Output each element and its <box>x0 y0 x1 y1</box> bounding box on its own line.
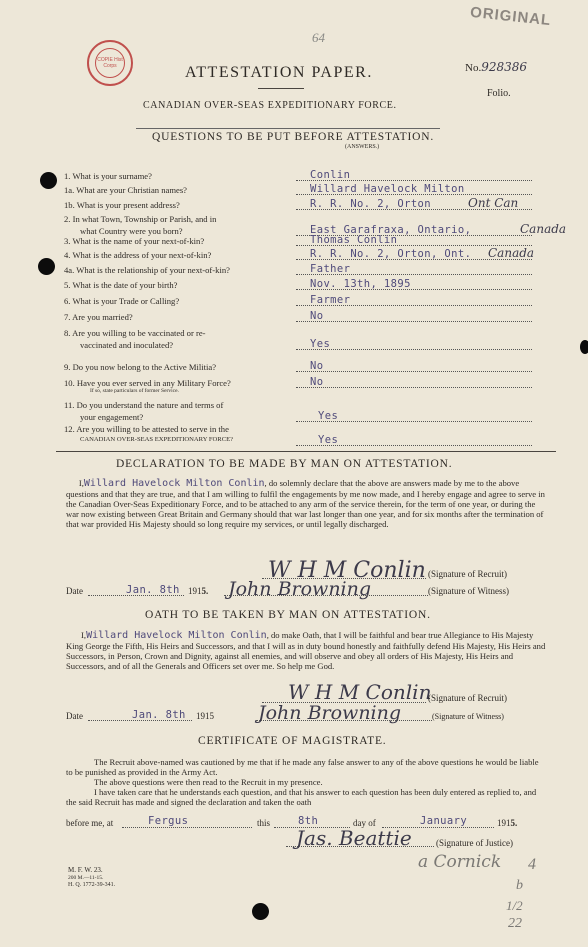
day-of-label: day of <box>353 818 376 828</box>
oath-year-suffix: 5 <box>209 711 214 721</box>
declaration-name: Willard Havelock Milton Conlin <box>83 478 265 489</box>
certificate-p1: The Recruit above-named was cautioned by me that if he made any false answer to any of the above questions he would be liable to be punished as provided in the Army Act. <box>66 757 539 777</box>
pencil-note-1: a Cornick <box>418 852 502 872</box>
declaration-i: I, <box>78 478 84 488</box>
certificate-year-suffix: 5. <box>510 818 518 828</box>
question-label-continued: what Country were you born? <box>80 226 183 236</box>
witness-signature-label-2: (Signature of Witness) <box>432 712 504 721</box>
question-label: 7. Are you married? <box>64 312 133 322</box>
this-label: this <box>257 818 271 828</box>
pencil-note-4: 1/2 <box>506 898 523 913</box>
question-label: 1b. What is your present address? <box>64 200 180 210</box>
declaration-text <box>66 478 546 529</box>
certificate-day: 8th <box>298 815 319 827</box>
question-label: 12. Are you willing to be attested to serve in the <box>64 424 229 434</box>
recruit-signature-label-1: (Signature of Recruit) <box>428 569 507 579</box>
witness-signature-2: John Browning <box>258 702 402 724</box>
question-answer: Conlin <box>310 169 351 181</box>
question-answer: Thomas Conlin <box>310 234 398 246</box>
certificate-month: January <box>420 815 468 827</box>
question-answer: Willard Havelock Milton <box>310 183 465 195</box>
declaration-year-suffix: 5. <box>201 586 209 596</box>
oath-i: I, <box>81 630 87 640</box>
witness-signature-1: John Browning <box>228 578 372 600</box>
punch-hole <box>40 172 57 189</box>
oath-name: Willard Havelock Milton Conlin <box>86 630 267 641</box>
declaration-heading: DECLARATION TO BE MADE BY MAN ON ATTESTATION. <box>116 458 453 470</box>
oath-year-prefix: 191 <box>196 711 210 721</box>
question-answer: Yes <box>318 434 339 446</box>
question-label: 1a. What are your Christian names? <box>64 185 187 195</box>
question-answer: No <box>310 376 324 388</box>
before-me-label: before me, at <box>66 818 114 828</box>
certificate-p3: I have taken care that he understands each question, and that his answer to each question has been duly entered as replied to, and the said Recruit has made and signed the declaration and taken the oath <box>66 787 537 807</box>
witness-signature-label-1: (Signature of Witness) <box>428 586 509 596</box>
question-label: 11. Do you understand the nature and terms of <box>64 400 224 410</box>
oath-date: Jan. 8th <box>132 709 186 721</box>
question-label: 3. What is the name of your next-of-kin? <box>64 236 205 246</box>
question-answer: R. R. No. 2, Orton, Ont. <box>310 248 472 260</box>
declaration-year <box>188 586 208 596</box>
question-answer: No <box>310 360 324 372</box>
certificate-text <box>66 757 546 807</box>
form-code: M. F. W. 23. <box>68 866 103 874</box>
question-label-continued: vaccinated and inoculated? <box>80 340 174 350</box>
copie-seal-stamp <box>87 40 133 86</box>
answers-label: (ANSWERS.) <box>345 144 380 150</box>
question-answer-handwritten: Canada <box>520 222 567 236</box>
question-answer: Yes <box>318 410 339 422</box>
recruit-signature-2: W H M Conlin <box>288 680 432 704</box>
justice-signature-label: (Signature of Justice) <box>436 838 513 848</box>
oath-year <box>196 711 214 721</box>
certificate-heading: CERTIFICATE OF MAGISTRATE. <box>198 735 387 747</box>
oath-date-label: Date <box>66 711 83 721</box>
questions-heading: QUESTIONS TO BE PUT BEFORE ATTESTATION. <box>152 131 435 143</box>
question-label: 10. Have you ever served in any Military Force? <box>64 378 231 388</box>
oath-text <box>66 630 546 671</box>
question-label: 5. What is the date of your birth? <box>64 280 178 290</box>
seal-text: COPIE Hist Corps <box>97 57 123 69</box>
oath-heading: OATH TO BE TAKEN BY MAN ON ATTESTATION. <box>145 609 431 621</box>
question-note: If so, state particulars of former Service. <box>90 388 179 394</box>
question-answer: Farmer <box>310 294 351 306</box>
certificate-p2: The above questions were then read to the Recruit in my presence. <box>94 777 323 787</box>
certificate-place: Fergus <box>148 815 189 827</box>
serial-no-label: No. <box>465 62 482 74</box>
question-label: 9. Do you now belong to the Active Militia? <box>64 362 217 372</box>
question-answer: R. R. No. 2, Orton <box>310 198 431 210</box>
pencil-mark-top: 64 <box>312 30 325 45</box>
justice-signature: Jas. Beattie <box>296 826 412 850</box>
punch-hole <box>580 340 588 354</box>
serial-number <box>465 60 527 74</box>
pencil-note-2: 4 <box>528 856 536 873</box>
original-stamp: ORIGINAL <box>469 3 553 30</box>
question-label-continued: your engagement? <box>80 412 144 422</box>
declaration-year-prefix: 191 <box>188 586 202 596</box>
question-answer: East Garafraxa, Ontario, <box>310 224 472 236</box>
question-answer-handwritten: Canada <box>488 246 535 260</box>
recruit-signature-label-2: (Signature of Recruit) <box>428 693 507 703</box>
punch-hole <box>38 258 55 275</box>
oath-body: , do make Oath, that I will be faithful and bear true Allegiance to His Majesty King George the Fifth, His Heirs and Successors, and that I will as in duty bound honestly and faithfully defend His Majesty, His Heirs and Successors, in Person, Crown and Dignity, against all enemies, and will observe and obey all orders of His Majesty, His Heirs and Successors, and of all the Generals and Officers set over me. So help me God. <box>66 630 546 671</box>
form-line-3: H. Q. 1772-39-341. <box>68 882 116 888</box>
question-label: 6. What is your Trade or Calling? <box>64 296 180 306</box>
question-answer: Nov. 13th, 1895 <box>310 278 411 290</box>
punch-hole <box>252 903 269 920</box>
recruit-signature-1: W H M Conlin <box>268 558 426 583</box>
question-label: 4a. What is the relationship of your next-of-kin? <box>64 265 230 275</box>
question-label: 4. What is the address of your next-of-kin? <box>64 250 212 260</box>
serial-no-value: 928386 <box>481 60 528 74</box>
folio-label: Folio. <box>487 88 511 99</box>
declaration-body: , do solemnly declare that the above are answers made by me to the above questions and that they are true, and that I am willing to fulfil the engagements by me now made, and I hereby engage and agree to serve in the Canadian Over-Seas Expeditionary Force, and to be attached to any arm of the service therein, for the term of one year, or during the war now existing between Great Britain and Germany should that war last longer than one year, and for six months after the termination of that war provided His Majesty should so long require my services, or until legally discharged. <box>66 478 545 529</box>
pencil-note-3: b <box>516 878 523 893</box>
certificate-year <box>497 818 517 828</box>
page-title: ATTESTATION PAPER. <box>185 64 373 81</box>
certificate-year-prefix: 191 <box>497 818 511 828</box>
question-label: 1. What is your surname? <box>64 171 152 181</box>
question-answer: Father <box>310 263 351 275</box>
page-subtitle: CANADIAN OVER-SEAS EXPEDITIONARY FORCE. <box>143 100 397 111</box>
question-label: 2. In what Town, Township or Parish, and in <box>64 214 217 224</box>
question-label: 8. Are you willing to be vaccinated or re- <box>64 328 206 338</box>
declaration-date: Jan. 8th <box>126 584 180 596</box>
question-answer-handwritten: Ont Can <box>468 196 519 210</box>
pencil-note-5: 22 <box>508 916 522 931</box>
question-answer: Yes <box>310 338 331 350</box>
form-line-2: 200 M.—11-15. <box>68 875 104 881</box>
question-label-continued: CANADIAN OVER-SEAS EXPEDITIONARY FORCE? <box>80 436 234 443</box>
question-answer: No <box>310 310 324 322</box>
declaration-date-label: Date <box>66 586 83 596</box>
